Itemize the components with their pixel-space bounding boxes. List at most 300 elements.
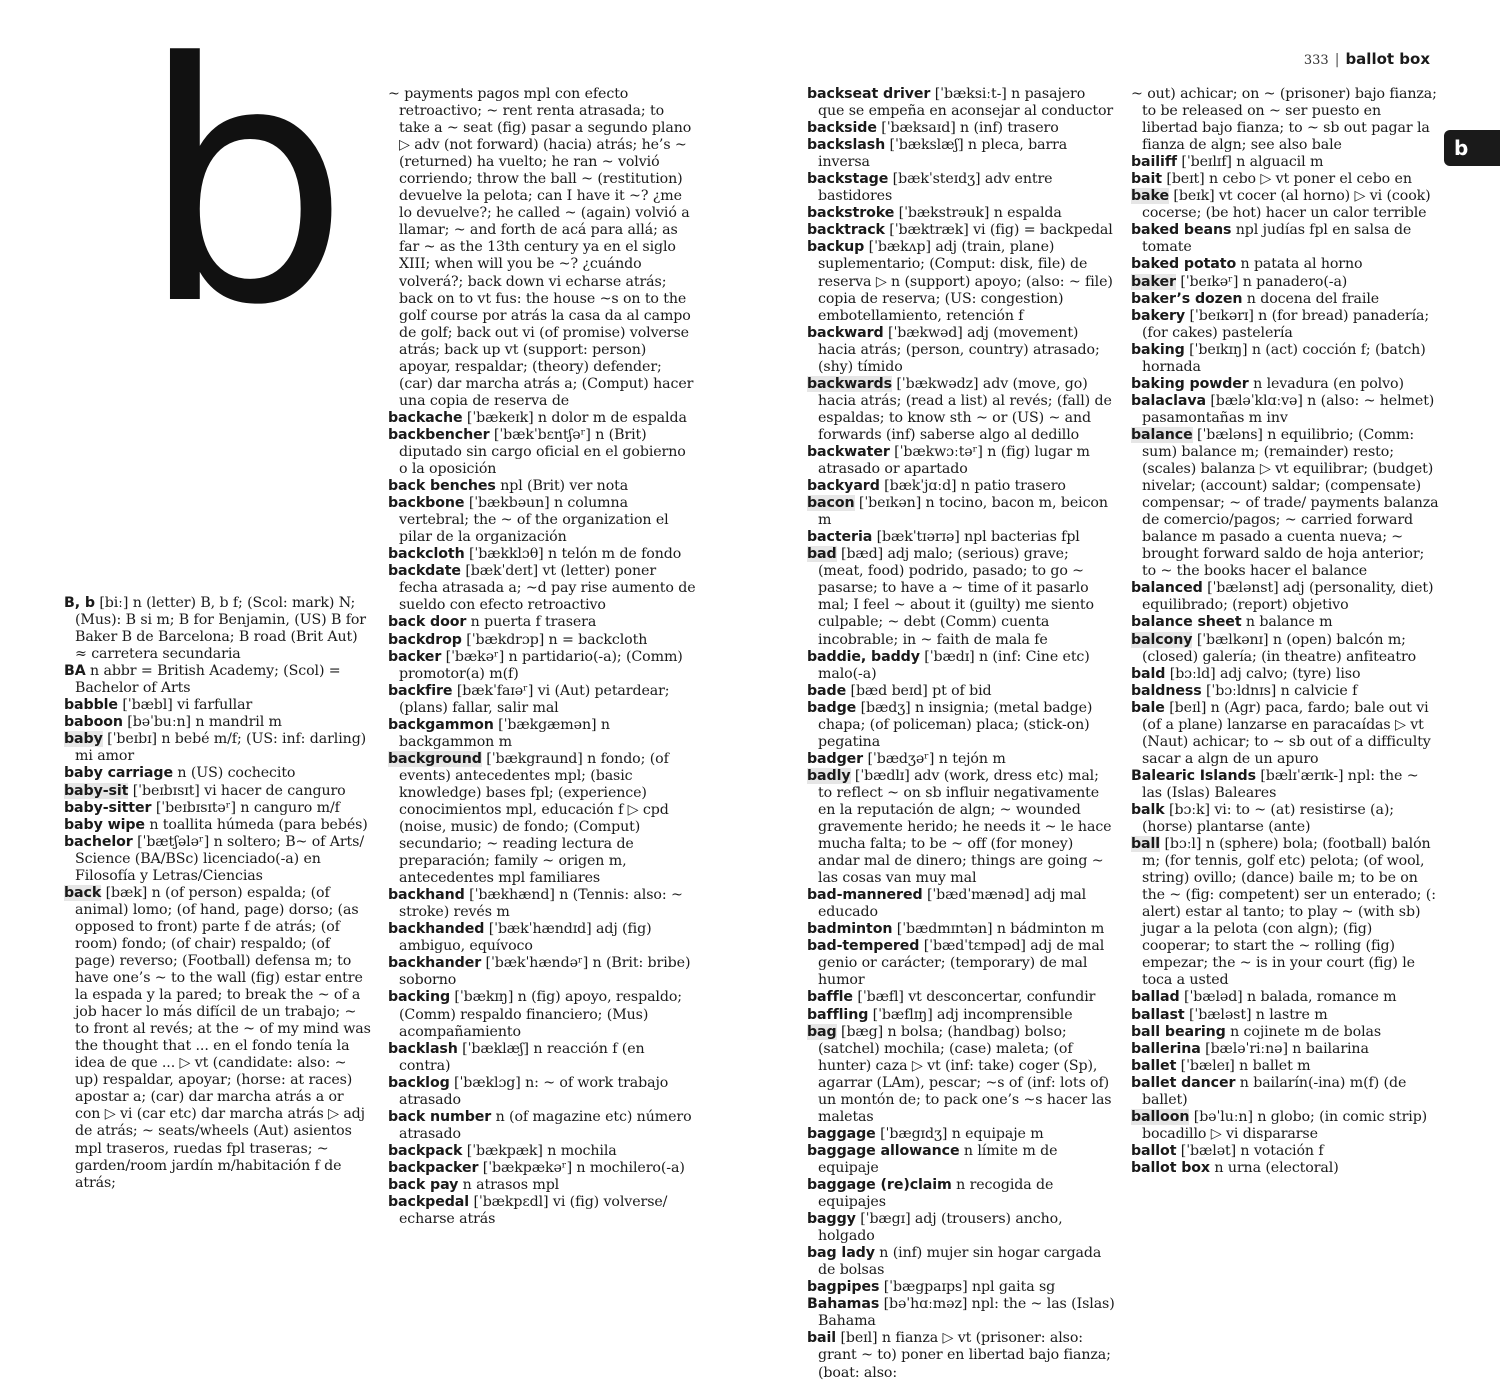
entry-definition: [ˈbæbl] vi farfullar	[117, 697, 253, 714]
entry-definition: [bæd] adj malo; (serious) grave; (meat, food) podrido, pasado; to go ~ pasarse; to have a ~ time of it pasarlo mal; I feel ~ about it (guilty) me siento culpable; ~ debt (Comm) cuenta incobrable; in ~ faith de mala fe	[818, 546, 1094, 648]
entry-definition: [ˈbæktræk] vi (fig) = backpedal	[884, 222, 1113, 239]
entry-headword: baking	[1131, 341, 1185, 358]
dictionary-entry	[807, 1279, 1115, 1296]
dictionary-entry	[388, 955, 696, 989]
entry-definition: [ˈbækˈbɛntʃəʳ] n (Brit) diputado sin cargo oficial en el gobierno o la oposición	[399, 426, 686, 478]
entry-headword: ballad	[1131, 989, 1180, 1006]
entry-headword: baffling	[807, 1006, 869, 1023]
entry-headword: backtrack	[807, 222, 885, 239]
entry-definition: [ˈbeɪbɪsɪt] vi hacer de canguro	[128, 782, 346, 799]
entry-definition: [ˈbæfl] vt desconcertar, confundir	[852, 989, 1096, 1006]
entry-definition: [ˈbeɪlɪf] n alguacil m	[1176, 154, 1324, 171]
entry-definition: npl (Brit) ver nota	[495, 478, 629, 495]
entry-definition: [bæləˈklɑːvə] n (also: ~ helmet) pasamontañas m inv	[1142, 392, 1435, 426]
entry-headword: backcloth	[388, 546, 465, 563]
entry-definition: n (inf) mujer sin hogar cargada de bolsas	[818, 1245, 1102, 1279]
dictionary-entry	[807, 222, 1115, 239]
entry-headword: backhanded	[388, 921, 485, 938]
entry-headword: backlog	[388, 1074, 450, 1091]
entry-definition: n (of magazine etc) número atrasado	[399, 1108, 692, 1142]
dictionary-entry	[388, 887, 696, 921]
dictionary-entry	[807, 700, 1115, 751]
entry-definition: [bæk] n (of person) espalda; (of animal) lomo; (of hand, page) dorso; (as opposed to front) parte f de atrás; (of room) fondo; (of chair) respaldo; (of page) reverso; (Football) defensa m; to have one’s ~ to the wall (fig) estar entre la espada y la pared; to break the ~ of a job hacer lo más difícil de un trabajo; ~ to front al revés; at the ~ of my mind was the thought that ... en el fondo tenía la idea de que ... ▷ vt (candidate: also: ~ up) respaldar, apoyar; (horse: at races) apostar a; (car) dar marcha atrás a or con ▷ vi (car etc) dar marcha atrás ▷ adj de atrás; ~ seats/wheels (Aut) asientos mpl traseros, ruedas fpl traseras; ~ garden/room jardín m/habitación f de atrás;	[75, 884, 371, 1191]
entry-definition: [ˈbæləns] n equilibrio; (Comm: sum) balance m; (remainder) resto; (scales) balanza ▷ vt equilibrar; (budget) nivelar; (account) saldar; (compensate) compensar; ~ of trade/ payments balanza de comercio/pagos; ~ carried forward balance m pasado a cuenta nueva; ~ brought forward saldo de hoja anterior; to ~ the books hacer el balance	[1142, 426, 1439, 580]
dictionary-entry	[64, 800, 372, 817]
entry-headword: badger	[807, 750, 864, 767]
dictionary-entry	[807, 325, 1115, 376]
dictionary-entry	[807, 495, 1115, 529]
entry-headword: backlash	[388, 1040, 458, 1057]
entry-definition: [bækˈtɪərɪə] npl bacterias fpl	[872, 529, 1080, 546]
dictionary-entry	[1131, 308, 1439, 342]
dictionary-entry	[388, 614, 696, 631]
dictionary-entry	[1131, 188, 1439, 222]
dictionary-entry	[64, 783, 372, 800]
entry-headword: back pay	[388, 1177, 459, 1193]
entry-definition: n urna (electoral)	[1209, 1159, 1339, 1176]
dictionary-entry	[388, 478, 696, 495]
entry-definition: [ˈbækbəun] n columna vertebral; the ~ of the organization el pilar de la organización	[399, 495, 669, 546]
entry-headword: backseat driver	[807, 86, 931, 102]
entry-headword: bail	[807, 1330, 837, 1347]
entry-definition: n balance m	[1241, 614, 1333, 631]
entry-headword: balaclava	[1131, 392, 1206, 409]
dictionary-entry	[1131, 1160, 1439, 1177]
dictionary-entry	[1131, 86, 1439, 154]
dictionary-entry	[1131, 768, 1439, 802]
dictionary-entry	[807, 1143, 1115, 1177]
dictionary-entry	[1131, 376, 1439, 393]
entry-definition: [ˈbækˈhændɪd] adj (fig) ambiguo, equívoco	[399, 921, 652, 955]
dictionary-entry	[1131, 700, 1439, 768]
dictionary-entry	[388, 1075, 696, 1109]
dictionary-entry	[388, 495, 696, 546]
entry-definition: [ˈbækʌp] adj (train, plane) suplementario; (Comput: disk, file) de reserva ▷ n (support) apoyo; (also: ~ file) copia de reserva; (US: congestion) embotellamiento, retención f	[818, 239, 1113, 324]
header-separator: |	[1334, 52, 1340, 68]
dictionary-entry	[1131, 614, 1439, 631]
entry-definition: [ˈbækəʳ] n partidario(-a); (Comm) promotor(a) m(f)	[399, 648, 683, 682]
dictionary-entry	[388, 683, 696, 717]
entry-headword: baldness	[1131, 682, 1202, 699]
entry-definition: [biː] n (letter) B, b f; (Scol: mark) N; (Mus): B si m; B for Benjamin, (US) B for Baker B de Barcelona; B road (Brit Aut) ≈ carretera secundaria	[75, 595, 366, 663]
dictionary-entry	[1131, 291, 1439, 308]
section-letter: b	[140, 0, 350, 377]
entry-definition: [bækˈdeɪt] vt (letter) poner fecha atrasada a; ~d pay rise aumento de sueldo con efecto retroactivo	[399, 563, 696, 614]
dictionary-entry	[1131, 1075, 1439, 1109]
dictionary-entry	[388, 427, 696, 478]
entry-definition: [ˈbædˈmænəd] adj mal educado	[818, 887, 1087, 921]
dictionary-entry	[1131, 274, 1439, 291]
entry-definition: [ˈbædʒəʳ] n tejón m	[863, 750, 1006, 767]
entry-headword: BA	[64, 663, 86, 680]
entry-headword: bag lady	[807, 1245, 875, 1262]
dictionary-entry	[807, 649, 1115, 683]
entry-definition: n patata al horno	[1236, 256, 1363, 273]
dictionary-entry	[807, 1245, 1115, 1279]
entry-headword: backstage	[807, 171, 889, 188]
entry-definition: [ˈbælət] n votación f	[1176, 1142, 1324, 1159]
entry-definition: [ˈbækgæmən] n backgammon m	[399, 716, 610, 750]
entry-definition: n puerta f trasera	[466, 614, 597, 631]
entry-headword: baboon	[64, 714, 123, 731]
entry-definition: [ˈbækdrɔp] n = backcloth	[461, 631, 648, 648]
dictionary-entry	[388, 632, 696, 649]
entry-headword: bade	[807, 682, 847, 699]
dictionary-entry	[807, 1296, 1115, 1330]
entry-headword: backpacker	[388, 1159, 479, 1176]
dictionary-entry	[1131, 427, 1439, 580]
dictionary-entry	[64, 885, 372, 1192]
entry-definition: [ˈbædlɪ] adv (work, dress etc) mal; to reflect ~ on sb influir negativamente en la reputación de algn; ~ wounded gravemente herido; he needs it ~ le hace mucha falta; to be ~ off (for money) andar mal de dinero; things are going ~ las cosas van muy mal	[818, 767, 1112, 887]
page-number: 333	[1303, 53, 1329, 68]
entry-headword: bald	[1131, 665, 1166, 682]
dictionary-entry	[807, 683, 1115, 700]
entry-definition: [ˈbækɪŋ] n (fig) apoyo, respaldo; (Comm) respaldo financiero; (Mus) acompañamiento	[399, 989, 682, 1040]
entry-headword: badly	[807, 767, 851, 784]
entry-headword: badminton	[807, 921, 893, 938]
entry-definition: n docena del fraile	[1242, 290, 1380, 307]
entry-definition: [bæg] n bolsa; (handbag) bolso; (satchel) mochila; (case) maleta; (of hunter) caza ▷ vt (inf: take) coger (Sp), agarrar (LAm), pescar; ~s of (inf: lots of) un montón de; to pack one’s ~s hacer las maletas	[818, 1023, 1112, 1125]
dictionary-entry	[388, 563, 696, 614]
dictionary-entry	[1131, 1058, 1439, 1075]
dictionary-entry	[388, 989, 696, 1040]
entry-headword: backpedal	[388, 1194, 470, 1211]
entry-headword: bakery	[1131, 307, 1186, 324]
entry-headword: backfire	[388, 682, 453, 699]
entry-headword: baffle	[807, 989, 853, 1006]
entry-definition: [beɪt] n cebo ▷ vt poner el cebo en	[1161, 171, 1412, 188]
dictionary-entry	[64, 834, 372, 885]
entry-headword: ball bearing	[1131, 1023, 1226, 1040]
entry-headword: backbone	[388, 495, 465, 512]
entry-definition: [ˈbægɪdʒ] n equipaje m	[875, 1125, 1044, 1142]
entry-definition: [ˈbæksiːt-] n pasajero que se empeña en aconsejar al conductor	[818, 86, 1114, 120]
entry-headword: backpack	[388, 1142, 463, 1159]
entry-headword: backdrop	[388, 631, 462, 648]
dictionary-entry	[1131, 154, 1439, 171]
dictionary-entry	[64, 765, 372, 782]
entry-definition: [bæd beɪd] pt of bid	[846, 682, 992, 699]
dictionary-entry	[807, 1007, 1115, 1024]
entry-definition: [ˈbeɪkən] n tocino, bacon m, beicon m	[818, 495, 1108, 529]
entry-definition: n abbr = British Academy; (Scol) = Bachelor of Arts	[75, 663, 341, 697]
dictionary-entry	[807, 546, 1115, 648]
entry-headword: baby-sit	[64, 782, 129, 799]
entry-headword: balcony	[1131, 631, 1193, 648]
entry-definition: [ˈbækstrəuk] n espalda	[894, 205, 1062, 222]
dictionary-entry	[1131, 1143, 1439, 1160]
entry-definition: [bɔːld] adj calvo; (tyre) liso	[1165, 665, 1361, 682]
entry-headword: balanced	[1131, 580, 1203, 597]
entry-definition: [ˈbækpækəʳ] n mochilero(-a)	[478, 1159, 685, 1176]
dictionary-entry	[1131, 222, 1439, 256]
dictionary-entry	[807, 376, 1115, 444]
entry-headword: ball	[1131, 836, 1161, 853]
entry-headword: baby-sitter	[64, 799, 152, 816]
dictionary-entry	[807, 171, 1115, 205]
dictionary-entry	[1131, 1109, 1439, 1143]
entry-headword: backing	[388, 989, 450, 1006]
dictionary-entry	[388, 751, 696, 887]
dictionary-entry	[807, 205, 1115, 222]
entry-headword: baby wipe	[64, 816, 145, 833]
entry-headword: back door	[388, 614, 467, 631]
entry-headword: bale	[1131, 699, 1165, 716]
thumb-index-tab: b	[1444, 130, 1500, 166]
dictionary-entry	[807, 239, 1115, 324]
entry-headword: backdate	[388, 563, 461, 580]
entry-definition: n (US) cochecito	[172, 765, 296, 782]
entry-definition: [ˈbækhænd] n (Tennis: also: ~ stroke) revés m	[399, 887, 683, 921]
entry-headword: bag	[807, 1023, 837, 1040]
dictionary-entry	[64, 714, 372, 731]
dictionary-entry	[388, 1160, 696, 1177]
dictionary-column-1	[64, 595, 372, 1192]
dictionary-entry	[807, 887, 1115, 921]
entry-headword: ballet	[1131, 1057, 1177, 1074]
entry-definition: [bækˈfaɪəʳ] vi (Aut) petardear; (plans) fallar, salir mal	[399, 682, 670, 716]
entry-definition: [ˈbædmɪntən] n bádminton m	[892, 921, 1105, 938]
entry-definition: [bækˈjɑːd] n patio trasero	[879, 478, 1066, 495]
entry-definition: npl judías fpl en salsa de tomate	[1142, 222, 1412, 256]
entry-definition: [bəˈbuːn] n mandril m	[122, 714, 282, 731]
entry-headword: backstroke	[807, 205, 895, 222]
entry-definition: [beɪl] n fianza ▷ vt (prisoner: also: grant ~ to) poner en libertad bajo fianza; (boat: also:	[818, 1330, 1111, 1381]
entry-headword: balloon	[1131, 1108, 1190, 1125]
entry-headword: backer	[388, 648, 442, 665]
dictionary-entry	[1131, 989, 1439, 1006]
entry-headword: bait	[1131, 171, 1162, 188]
entry-headword: Bahamas	[807, 1296, 880, 1313]
entry-definition: [ˈbækpæk] n mochila	[462, 1142, 617, 1159]
entry-definition: n atrasos mpl	[458, 1177, 560, 1193]
dictionary-entry	[807, 1024, 1115, 1126]
entry-definition: [ˈbækklɔθ] n telón m de fondo	[464, 546, 682, 563]
entry-headword: backhander	[388, 955, 482, 972]
entry-definition: [bædʒ] n insignia; (metal badge) chapa; (of policeman) placa; (stick-on) pegatina	[818, 699, 1093, 750]
entry-headword: baggage allowance	[807, 1142, 960, 1159]
entry-headword: bacon	[807, 495, 855, 512]
entry-headword: Balearic Islands	[1131, 767, 1256, 784]
entry-headword: baked potato	[1131, 256, 1237, 273]
entry-definition: [ˈbætʃələʳ] n soltero; B~ of Arts/ Science (BA/BSc) licenciado(-a) en Filosofía y Letras/Ciencias	[75, 833, 365, 884]
entry-definition: [ˈbæklæʃ] n reacción f (en contra)	[399, 1040, 645, 1074]
dictionary-column-4	[1131, 86, 1439, 1177]
dictionary-entry	[807, 529, 1115, 546]
dictionary-entry	[1131, 1024, 1439, 1041]
entry-definition: [ˈbæklɔg] n: ~ of work trabajo atrasado	[399, 1074, 669, 1108]
dictionary-entry	[807, 1211, 1115, 1245]
entry-definition: [ˈbækeɪk] n dolor m de espalda	[462, 409, 687, 426]
entry-definition: [ˈbɔːldnɪs] n calvicie f	[1201, 682, 1358, 699]
entry-headword: ballot box	[1131, 1159, 1210, 1176]
dictionary-entry	[807, 1126, 1115, 1143]
entry-headword: back number	[388, 1108, 492, 1125]
entry-definition: [ˈbægɪ] adj (trousers) ancho, holgado	[818, 1211, 1063, 1245]
entry-definition: [ˈbædˈtɛmpəd] adj de mal genio or carácter; (temporary) de mal humor	[818, 938, 1105, 989]
dictionary-entry	[388, 86, 696, 410]
dictionary-entry	[807, 1177, 1115, 1211]
running-head-word: ballot box	[1345, 50, 1430, 68]
dictionary-entry	[388, 649, 696, 683]
entry-definition: [bɔːk] vi: to ~ (at) resistirse (a); (horse) plantarse (ante)	[1142, 801, 1394, 836]
entry-headword: bake	[1131, 188, 1170, 205]
dictionary-entry	[388, 546, 696, 563]
dictionary-entry	[388, 717, 696, 751]
entry-definition: ~ payments pagos mpl con efecto retroactivo; ~ rent renta atrasada; to take a ~ seat (fig) pasar a segundo plano ▷ adv (not forward) (hacia) atrás; he’s ~ (returned) ha vuelto; he ran ~ volvió corriendo; throw the ball ~ (restitution) devuelve la pelota; can I have it ~? ¿me lo devuelve?; he called ~ (again) volvió a llamar; ~ and forth de acá para allá; as far ~ as the 13th century ya en el siglo XIII; when will you be ~? ¿cuándo volverá?; back down vi echarse atrás; back on to vt fus: the house ~s on to the golf course por atrás la casa da al campo de golf; back out vi (of promise) volverse atrás; back up vt (support: person) apoyar, respaldar; (theory) defender; (car) dar marcha atrás a; (Comput) hacer una copia de reserva de	[388, 86, 694, 409]
dictionary-entry	[807, 768, 1115, 887]
dictionary-entry	[1131, 802, 1439, 836]
entry-headword: baggage (re)claim	[807, 1177, 952, 1193]
entry-headword: bacteria	[807, 529, 873, 546]
entry-headword: baby carriage	[64, 765, 173, 782]
entry-headword: B, b	[64, 595, 95, 611]
entry-definition: [ˈbæləd] n balada, romance m	[1179, 989, 1397, 1006]
entry-definition: [ˈbækˈhændəʳ] n (Brit: bribe) soborno	[399, 955, 691, 989]
entry-headword: back	[64, 884, 102, 901]
dictionary-entry	[1131, 1041, 1439, 1058]
entry-headword: baked beans	[1131, 222, 1232, 239]
running-header	[1304, 50, 1430, 68]
entry-headword: bagpipes	[807, 1279, 880, 1296]
entry-definition: [bəˈluːn] n globo; (in comic strip) bocadillo ▷ vi dispararse	[1142, 1108, 1428, 1142]
entry-definition: [ˈbækgraund] n fondo; (of events) antecedentes mpl; (basic knowledge) bases fpl; (experience) conocimientos mpl, educación f ▷ cpd (noise, music) de fondo; (Comput) secundario; ~ reading lectura de preparación; family ~ origen m, antecedentes mpl familiares	[399, 750, 669, 887]
entry-definition: n recogida de equipajes	[818, 1177, 1054, 1211]
dictionary-entry	[807, 478, 1115, 495]
dictionary-entry	[1131, 342, 1439, 376]
dictionary-entry	[807, 938, 1115, 989]
dictionary-entry	[807, 751, 1115, 768]
dictionary-column-2	[388, 86, 696, 1228]
dictionary-entry	[807, 137, 1115, 171]
dictionary-entry	[388, 1194, 696, 1228]
entry-headword: bailiff	[1131, 154, 1177, 171]
entry-headword: balance	[1131, 426, 1193, 443]
entry-definition: [ˈbeɪkərɪ] n (for bread) panadería; (for cakes) pastelería	[1142, 307, 1430, 341]
dictionary-entry	[807, 1330, 1115, 1381]
entry-headword: backup	[807, 239, 865, 256]
dictionary-entry	[1131, 666, 1439, 683]
dictionary-entry	[388, 1177, 696, 1194]
entry-definition: [ˈbeɪbɪsɪtəʳ] n canguro m/f	[151, 799, 340, 816]
entry-headword: ballet dancer	[1131, 1074, 1236, 1091]
entry-headword: badge	[807, 699, 857, 716]
entry-headword: bachelor	[64, 833, 133, 850]
entry-headword: backward	[807, 324, 884, 341]
dictionary-entry	[1131, 683, 1439, 700]
entry-definition: [ˈbæleɪ] n ballet m	[1176, 1057, 1311, 1074]
dictionary-entry	[64, 731, 372, 765]
dictionary-entry	[1131, 171, 1439, 188]
entry-headword: ballot	[1131, 1142, 1177, 1159]
entry-headword: ballast	[1131, 1006, 1185, 1023]
entry-headword: baddie, baddy	[807, 648, 920, 665]
entry-definition: n levadura (en polvo)	[1248, 375, 1404, 392]
entry-definition: [bæləˈriːnə] n bailarina	[1200, 1040, 1369, 1057]
entry-definition: [ˈbækwəd] adj (movement) hacia atrás; (person, country) atrasado; (shy) tímido	[818, 324, 1100, 375]
entry-headword: bad-mannered	[807, 887, 923, 904]
entry-definition: [ˈbægpaɪps] npl gaita sg	[879, 1279, 1056, 1296]
entry-headword: backhand	[388, 887, 465, 904]
dictionary-entry	[1131, 836, 1439, 989]
entry-headword: backside	[807, 120, 877, 137]
entry-headword: backslash	[807, 137, 886, 154]
dictionary-entry	[64, 697, 372, 714]
dictionary-entry	[1131, 1007, 1439, 1024]
entry-headword: bad	[807, 546, 837, 563]
dictionary-entry	[388, 921, 696, 955]
dictionary-entry	[388, 1143, 696, 1160]
entry-headword: bad-tempered	[807, 938, 920, 955]
entry-headword: backwater	[807, 443, 890, 460]
dictionary-entry	[807, 989, 1115, 1006]
entry-definition: [ˈbækpɛdl] vi (fig) volverse/ echarse atrás	[399, 1194, 668, 1228]
dictionary-entry	[64, 595, 372, 663]
entry-headword: backwards	[807, 375, 892, 392]
entry-headword: ballerina	[1131, 1040, 1201, 1057]
entry-definition: ~ out) achicar; on ~ (prisoner) bajo fianza; to be released on ~ ser puesto en libertad bajo fianza; to ~ sb out pagar la fianza de algn; see also bale	[1131, 86, 1437, 154]
entry-headword: baker	[1131, 273, 1176, 290]
dictionary-entry	[1131, 256, 1439, 273]
dictionary-entry	[1131, 393, 1439, 427]
entry-definition: [ˈbæləst] n lastre m	[1184, 1006, 1328, 1023]
entry-headword: baggage	[807, 1125, 876, 1142]
entry-headword: back benches	[388, 478, 496, 495]
entry-definition: [bækˈsteɪdʒ] adv entre bastidores	[818, 171, 1053, 205]
entry-definition: [bəˈhɑːməz] npl: the ~ las (Islas) Bahama	[818, 1296, 1115, 1330]
entry-definition: [beɪl] n (Agr) paca, fardo; bale out vi (of a plane) lanzarse en paracaídas ▷ vt (Naut) achicar; to ~ sb out of a difficulty sacar a algn de un apuro	[1142, 699, 1431, 767]
dictionary-entry	[388, 410, 696, 427]
dictionary-entry	[388, 1109, 696, 1143]
entry-definition: [ˈbeɪkəʳ] n panadero(-a)	[1175, 273, 1348, 290]
entry-definition: [bɔːl] n (sphere) bola; (football) balón m; (for tennis, golf etc) pelota; (of wool, string) ovillo; (dance) baile m; to be on the ~ (fig: competent) ser un enterado; (: alert) estar al tanto; to play ~ (with sb) jugar a la pelota (con algn); (fig) cooperar; to start the ~ rolling (fig) empezar; the ~ is in your court (fig) le toca a usted	[1142, 836, 1436, 989]
entry-definition: [ˈbæksaɪd] n (inf) trasero	[876, 120, 1059, 137]
entry-headword: backyard	[807, 478, 880, 495]
dictionary-entry	[64, 817, 372, 834]
entry-headword: balk	[1131, 801, 1165, 818]
dictionary-entry	[1131, 580, 1439, 614]
entry-definition: [ˈbælkənɪ] n (open) balcón m; (closed) galería; (in theatre) anfiteatro	[1142, 631, 1417, 665]
dictionary-entry	[64, 663, 372, 697]
entry-definition: [beɪk] vt cocer (al horno) ▷ vi (cook) cocerse; (be hot) hacer un calor terrible	[1142, 188, 1431, 222]
entry-definition: [ˈbækslæʃ] n pleca, barra inversa	[818, 137, 1068, 171]
dictionary-entry	[1131, 632, 1439, 666]
dictionary-entry	[807, 86, 1115, 120]
entry-headword: balance sheet	[1131, 614, 1242, 631]
entry-definition: n cojinete m de bolas	[1225, 1023, 1382, 1040]
dictionary-entry	[807, 444, 1115, 478]
entry-headword: backgammon	[388, 716, 494, 733]
entry-headword: background	[388, 750, 482, 767]
entry-definition: [ˈbæflɪŋ] adj incomprensible	[868, 1006, 1073, 1023]
entry-definition: n límite m de equipaje	[818, 1142, 1058, 1176]
entry-definition: [ˈbækwədz] adv (move, go) hacia atrás; (read a list) al revés; (fall) de espaldas; to know sth ~ or (US) ~ and forwards (inf) saberse algo al dedillo	[818, 375, 1112, 443]
entry-headword: baking powder	[1131, 375, 1249, 392]
dictionary-entry	[807, 921, 1115, 938]
entry-headword: baby	[64, 731, 103, 748]
entry-definition: n toallita húmeda (para bebés)	[144, 816, 368, 833]
entry-definition: [ˈbeɪkɪŋ] n (act) cocción f; (batch) hornada	[1142, 341, 1426, 375]
entry-definition: [bælɪˈærɪk-] npl: the ~ las (Islas) Baleares	[1142, 767, 1419, 801]
dictionary-entry	[807, 120, 1115, 137]
dictionary-column-3	[807, 86, 1115, 1382]
entry-headword: baker’s dozen	[1131, 290, 1243, 307]
entry-definition: n bailarín(-ina) m(f) (de ballet)	[1142, 1074, 1407, 1108]
entry-definition: [ˈbædɪ] n (inf: Cine etc) malo(-a)	[818, 648, 1090, 682]
entry-definition: [ˈbælənst] adj (personality, diet) equilibrado; (report) objetivo	[1142, 580, 1434, 614]
entry-headword: backbencher	[388, 426, 490, 443]
entry-headword: babble	[64, 697, 118, 714]
